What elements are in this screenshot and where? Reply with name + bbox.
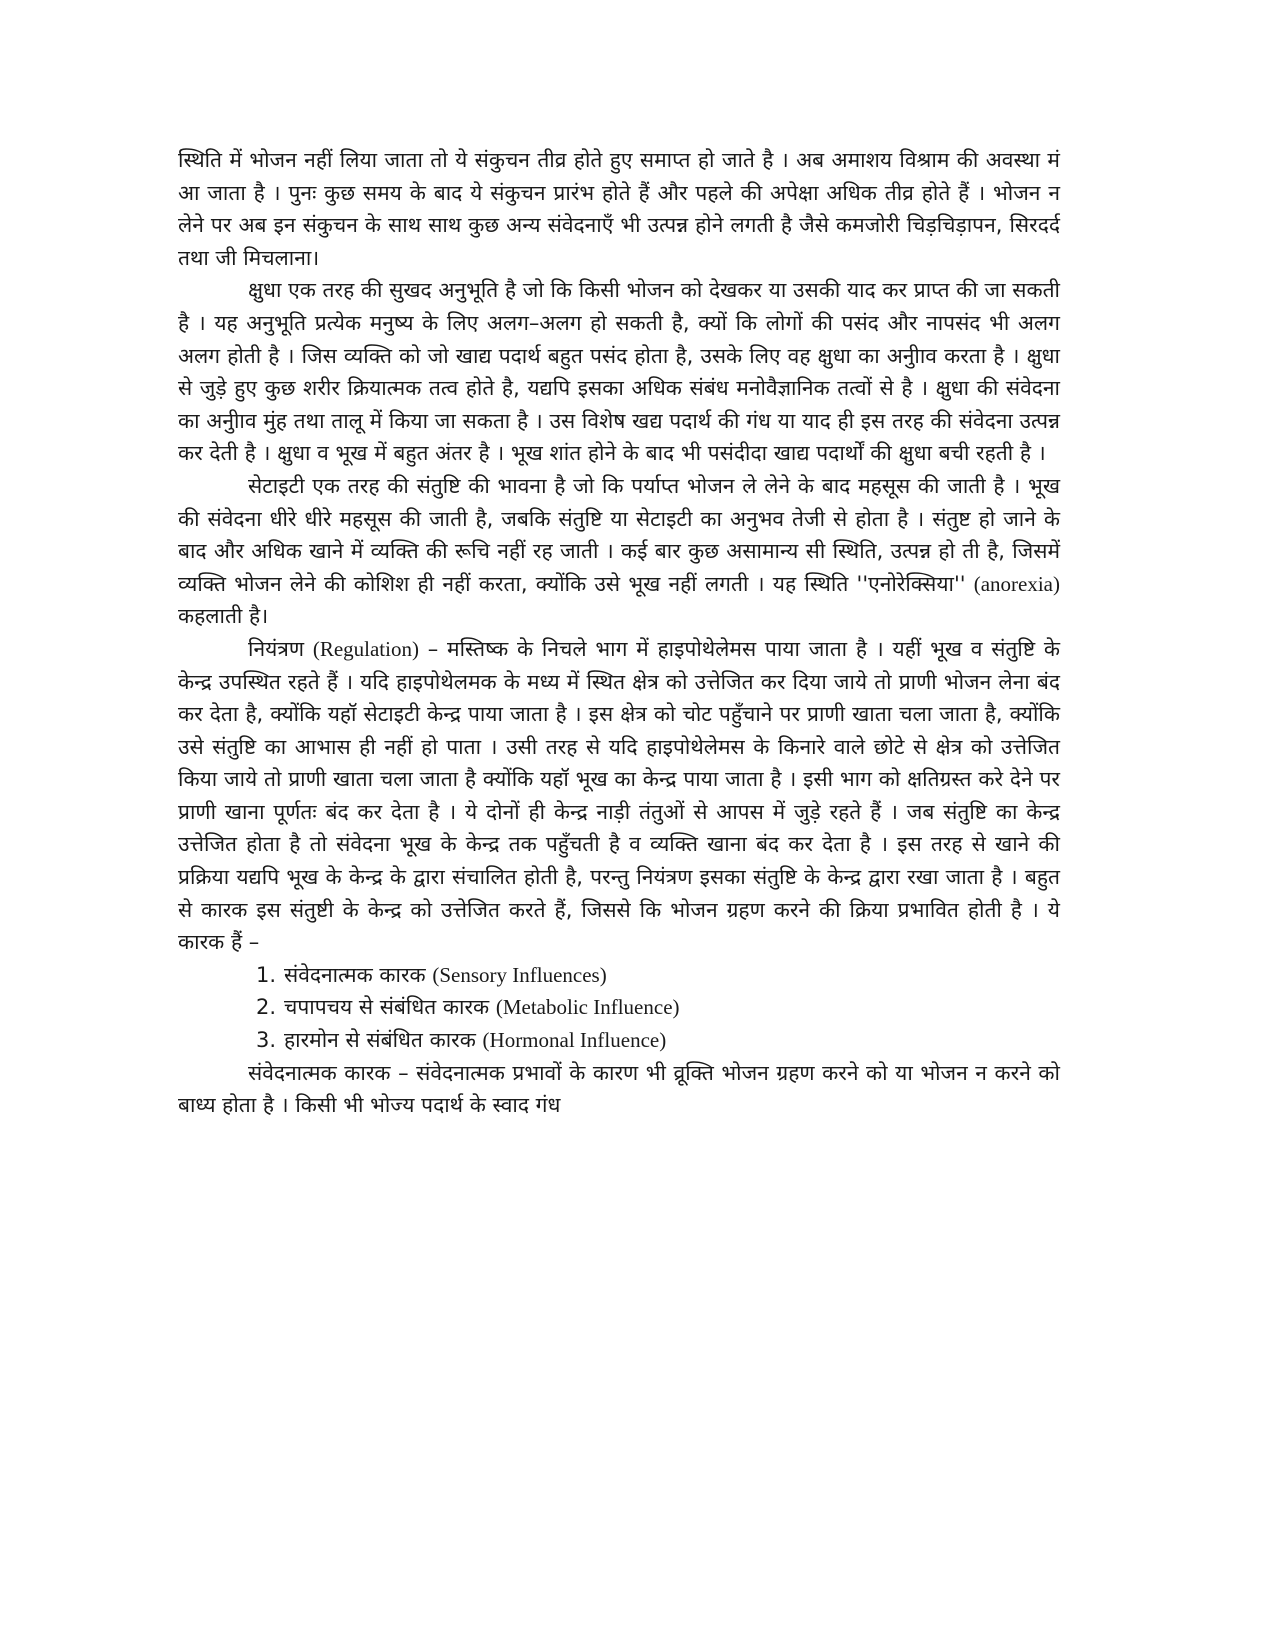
list-item-english: (Metabolic Influence) <box>495 995 680 1020</box>
satiety-text-end: कहलाती है। <box>178 604 269 629</box>
list-item-number: 1. <box>256 962 277 987</box>
list-item-number: 3. <box>256 1028 277 1053</box>
list-item-hindi: चपापचय से संबंधित कारक <box>284 995 496 1020</box>
list-item <box>178 959 1060 992</box>
list-item <box>178 991 1060 1024</box>
list-item-english: (Sensory Influences) <box>432 962 607 987</box>
paragraph-appetite: क्षुधा एक तरह की सुखद अनुभूति है जो कि किसी भोजन को देखकर या उसकी याद कर प्राप्त की जा सकती है । यह अनुभूति प्रत्येक मनुष्य के लिए अलग–अलग हो सकती है, क्यों कि लोगों की पसंद और नापसंद भी अलग अलग होती है । जिस व्यक्ति को जो खाद्य पदार्थ बहुत पसंद होता है, उसके लिए वह क्षुधा का अनुीाव करता है । क्षुधा से जुड़े हुए कुछ शरीर क्रियात्मक तत्व होते है, यद्यपि इसका अधिक संबंध मनोवैज्ञानिक तत्वों से है । क्षुधा की संवेदना का अनुीाव मुंह तथा तालू में किया जा सकता है । उस विशेष खद्य पदार्थ की गंध या याद ही इस तरह की संवेदना उत्पन्न कर देती है । क्षुधा व भूख में बहुत अंतर है । भूख शांत होने के बाद भी पसंदीदा खाद्य पदार्थों की क्षुधा बची रहती है । <box>178 278 1060 466</box>
list-item-english: (Hormonal Influence) <box>482 1028 667 1053</box>
paragraph-sensory-influences: संवेदनात्मक कारक – संवेदनात्मक प्रभावों के कारण भी व्रूक्ति भोजन ग्रहण करने को या भोजन न करने को बाध्य होता है । किसी भी भोज्य पदार्थ के स्वाद गंध <box>178 1060 1060 1118</box>
paragraph-regulation <box>178 633 1060 959</box>
paragraph-satiety <box>178 470 1060 633</box>
regulation-term: (Regulation) <box>312 636 419 661</box>
anorexia-term: (anorexia) <box>973 571 1060 596</box>
factors-list <box>178 959 1060 1057</box>
regulation-heading: नियंत्रण <box>248 636 313 661</box>
list-item <box>178 1024 1060 1057</box>
list-item-hindi: संवेदनात्मक कारक <box>284 962 433 987</box>
paragraph-hunger-contractions: स्थिति में भोजन नहीं लिया जाता तो ये संकुचन तीव्र होते हुए समाप्त हो जाते है । अब अमाशय विश्राम की अवस्था मं आ जाता है । पुनः कुछ समय के बाद ये संकुचन प्रारंभ होते हैं और पहले की अपेक्षा अधिक तीव्र होते हैं । भोजन न लेने पर अब इन संकुचन के साथ साथ कुछ अन्य संवेदनाएँ भी उत्पन्न होने लगती है जैसे कमजोरी चिड़चिड़ापन, सिरदर्द तथा जी मिचलाना। <box>178 148 1060 270</box>
regulation-text: – मस्तिष्क के निचले भाग में हाइपोथेलेमस पाया जाता है । यहीं भूख व संतुष्टि के केन्द्र उपस्थित रहते हैं । यदि हाइपोथेलमक के मध्य में स्थित क्षेत्र को उत्तेजित कर दिया जाये तो प्राणी भोजन लेना बंद कर देता है, क्योंकि यहॉ सेटाइटी केन्द्र पाया जाता है । इस क्षेत्र को चोट पहुँचाने पर प्राणी खाता चला जाता है, क्योंकि उसे संतुष्टि का आभास ही नहीं हो पाता । उसी तरह से यदि हाइपोथेलेमस के किनारे वाले छोटे से क्षेत्र को उत्तेजित किया जाये तो प्राणी खाता चला जाता है क्योंकि यहॉ भूख का केन्द्र पाया जाता है । इसी भाग को क्षतिग्रस्त करे देने पर प्राणी खाना पूर्णतः बंद कर देता है । ये दोनों ही केन्द्र नाड़ी तंतुओं से आपस में जुड़े रहते हैं । जब संतुष्टि का केन्द्र उत्तेजित होता है तो संवेदना भूख के केन्द्र तक पहुँचती है व व्यक्ति खाना बंद कर देता है । इस तरह से खाने की प्रक्रिया यद्यपि भूख के केन्द्र के द्वारा संचालित होती है, परन्तु नियंत्रण इसका संतुष्टि के केन्द्र द्वारा रखा जाता है । बहुत से कारक इस संतुष्टी के केन्द्र को उत्तेजित करते हैं, जिससे कि भोजन ग्रहण करने की क्रिया प्रभावित होती है । ये कारक हैं – <box>178 636 1060 955</box>
list-item-number: 2. <box>256 995 277 1020</box>
list-item-hindi: हारमोन से संबंधित कारक <box>284 1028 483 1053</box>
satiety-text: सेटाइटी एक तरह की संतुष्टि की भावना है जो कि पर्याप्त भोजन ले लेने के बाद महसूस की जाती है । भूख की संवेदना धीरे धीरे महसूस की जाती है, जबकि संतुष्टि या सेटाइटी का अनुभव तेजी से होता है । संतुष्ट हो जाने के बाद और अधिक खाने में व्यक्ति की रूचि नहीं रह जाती । कई बार कुछ असामान्य सी स्थिति, उत्पन्न हो ती है, जिसमें व्यक्ति भोजन लेने की कोशिश ही नहीं करता, क्योंकि उसे भूख नहीं लगती । यह स्थिति ''एनोरेक्सिया'' <box>178 473 1060 596</box>
